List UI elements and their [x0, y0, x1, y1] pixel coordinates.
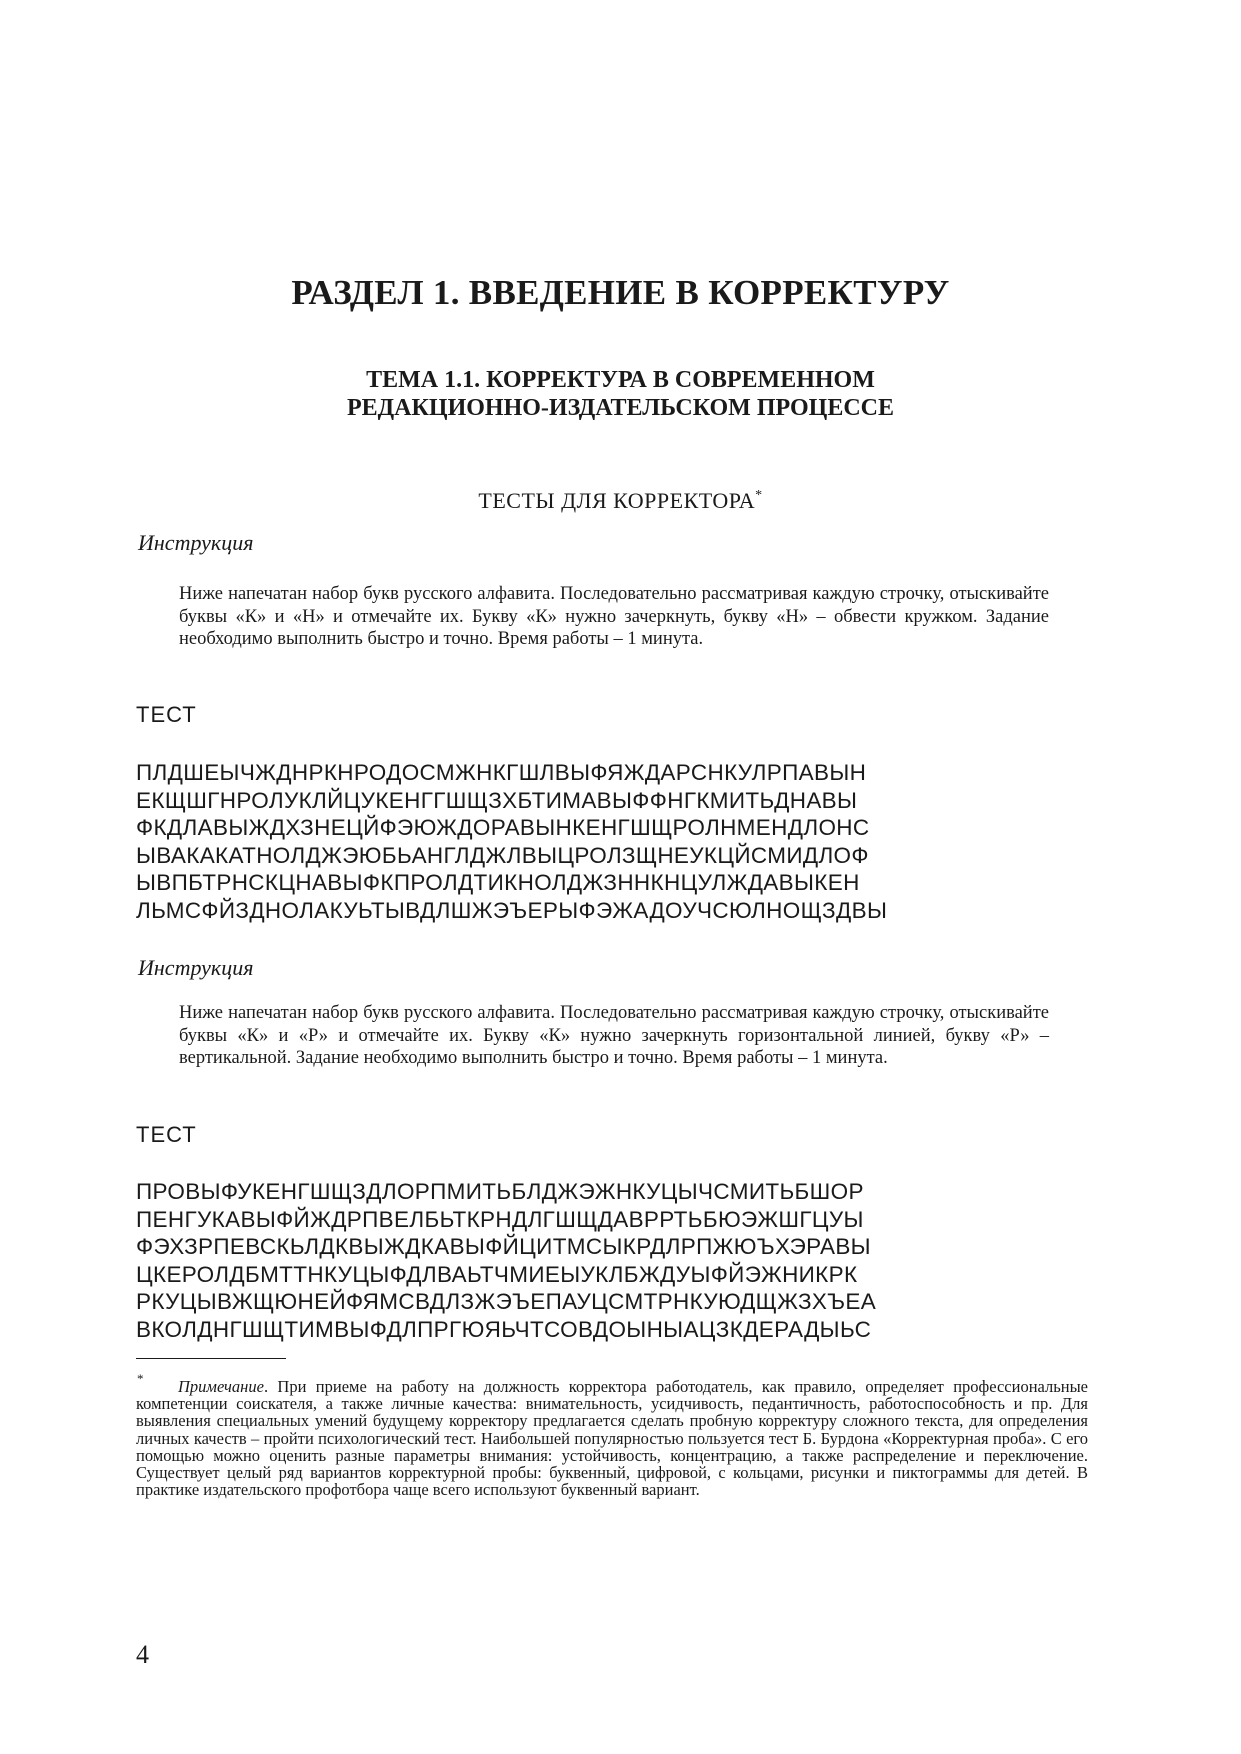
- section-title: РАЗДЕЛ 1. ВВЕДЕНИЕ В КОРРЕКТУРУ: [291, 273, 950, 312]
- instruction-label-1: Инструкция: [138, 530, 254, 555]
- test-label-2: ТЕСТ: [136, 1122, 197, 1147]
- letter-row: ФЭХЗРПЕВСКЬЛДКВЫЖДКАВЫФЙЦИТМСЫКРДЛРПЖЮЪХЭРАВЫ: [136, 1234, 871, 1259]
- footnote-text: [136, 1378, 1088, 1498]
- letter-grid-1: [136, 759, 1066, 924]
- footnote-body: . При приеме на работу на должность корректора работодатель, как правило, определяет профессиональные компетенции соискателя, а также личные качества: внимательность, усидчивость, педантичность, работоспособность и пр. Для выявления специальных умений будущему корректору предлагается сделать пробную корректуру сложного текста, для определения личных качеств – пройти психологический тест. Наибольшей популярностью пользуется тест Б. Бурдона «Корректурная проба». С его помощью можно оценить разные параметры внимания: устойчивость, концентрацию, а также распределение и переключение. Существует целый ряд вариантов корректурной пробы: буквенный, цифровой, с кольцами, рисунки и пиктограммы для детей. В практике издательского профотбора чаще всего используют буквенный вариант.: [136, 1377, 1088, 1500]
- letter-grid-2: [136, 1178, 1066, 1343]
- letter-row: ЫВПБТРНСКЦНАВЫФКПРОЛДТИКНОЛДЖЗННКНЦУЛЖДАВЫКЕН: [136, 870, 860, 895]
- letter-row: ПЕНГУКАВЫФЙЖДРПВЕЛБЬТКРНДЛГШЩДАВРРТЬБЮЭЖШГЦУЫ: [136, 1206, 864, 1232]
- footnote-mark: *: [137, 1371, 144, 1386]
- letter-row: ВКОЛДНГШЩТИМВЫФДЛПРГЮЯЬЧТСОВДОЫНЫАЦЗКДЕРАДЫЬС: [136, 1316, 872, 1342]
- page-number: 4: [136, 1640, 149, 1669]
- letter-row: ЫВАКАКАТНОЛДЖЭЮБЬАНГЛДЖЛВЫЦРОЛЗЩНЕУКЦЙСМИДЛОФ: [136, 842, 869, 868]
- instruction-text-1: Ниже напечатан набор букв русского алфавита. Последовательно рассматривая каждую строчку, отыскивайте буквы «К» и «Н» и отмечайте их. Букву «К» нужно зачеркнуть, букву «Н» – обвести кружком. Задание необходимо выполнить быстро и точно. Время работы – 1 минута.: [179, 584, 1049, 649]
- tests-heading-text: ТЕСТЫ ДЛЯ КОРРЕКТОРА: [478, 488, 756, 513]
- topic-title: [0, 366, 1241, 422]
- letter-row: ПЛДШЕЫЧЖДНРКНРОДОСМЖНКГШЛВЫФЯЖДАРСНКУЛРПАВЫН: [136, 760, 867, 785]
- test-label-1: ТЕСТ: [136, 702, 197, 727]
- topic-title-line1: ТЕМА 1.1. КОРРЕКТУРА В СОВРЕМЕННОМ: [366, 367, 875, 393]
- instruction-text-2: Ниже напечатан набор букв русского алфавита. Последовательно рассматривая каждую строчку, отыскивайте буквы «К» и «Р» и отмечайте их. Букву «К» нужно зачеркнуть горизонтальной линией, букву «Р» – вертикальной. Задание необходимо выполнить быстро и точно. Время работы – 1 минута.: [179, 1003, 1049, 1068]
- letter-row: ЦКЕРОЛДБМТТНКУЦЫФДЛВАЬТЧМИЕЫУКЛБЖДУЫФЙЭЖНИКРК: [136, 1261, 858, 1287]
- letter-row: ФКДЛАВЫЖДХЗНЕЦЙФЭЮЖДОРАВЫНКЕНГШЩРОЛНМЕНДЛОНС: [136, 815, 870, 840]
- letter-row: ЕКЩШГНРОЛУКЛЙЦУКЕНГГШЩЗХБТИМАВЫФФНГКМИТЬДНАВЫ: [136, 787, 858, 813]
- letter-row: ПРОВЫФУКЕНГШЩЗДЛОРПМИТЬБЛДЖЭЖНКУЦЫЧСМИТЬБШОР: [136, 1179, 864, 1204]
- instruction-label-2: Инструкция: [138, 955, 254, 980]
- letter-row: ЛЬМСФЙЗДНОЛАКУЬТЫВДЛШЖЭЪЕРЫФЭЖАДОУЧСЮЛНОЩЗДВЫ: [136, 897, 888, 923]
- footnote-separator: [136, 1358, 286, 1359]
- footnote-reference: *: [755, 488, 763, 503]
- letter-row: РКУЦЫВЖЩЮНЕЙФЯМСВДЛЗЖЭЪЕПАУЦСМТРНКУЮДЩЖЗХЪЕА: [136, 1289, 877, 1314]
- footnote-label: Примечание: [178, 1377, 264, 1396]
- tests-heading: [0, 488, 1241, 514]
- topic-title-line2: РЕДАКЦИОННО-ИЗДАТЕЛЬСКОМ ПРОЦЕССЕ: [346, 395, 895, 421]
